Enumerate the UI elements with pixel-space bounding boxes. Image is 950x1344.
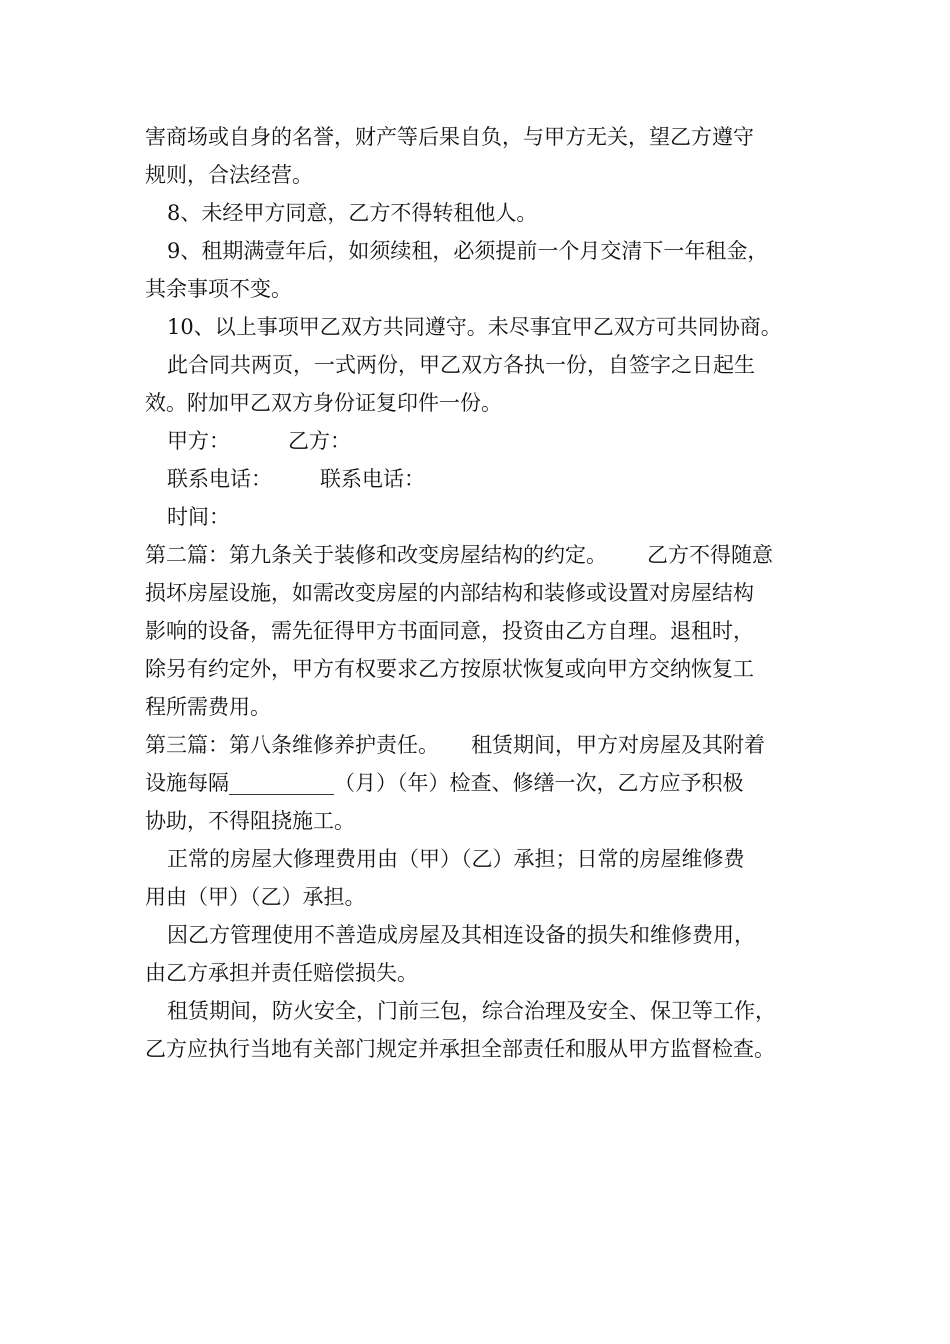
phone-b-label: 联系电话： <box>320 467 425 491</box>
paragraph-line: 影响的设备，需先征得甲方书面同意，投资由乙方自理。退租时， <box>145 619 754 643</box>
paragraph-line: 程所需费用。 <box>145 695 271 719</box>
paragraph-line: 用由（甲）（乙）承担。 <box>145 885 366 909</box>
section-2-text: 乙方不得随意 <box>647 543 773 567</box>
section-2-title: 第二篇：第九条关于装修和改变房屋结构的约定。 <box>145 543 607 567</box>
section-3-first-line <box>145 726 815 764</box>
contact-phones <box>145 460 815 498</box>
paragraph-line: 因乙方管理使用不善造成房屋及其相连设备的损失和维修费用， <box>167 923 755 947</box>
phone-a-label: 联系电话： <box>167 467 272 491</box>
paragraph-line: 其余事项不变。 <box>145 277 292 301</box>
paragraph-line: 乙方应执行当地有关部门规定并承担全部责任和服从甲方监督检查。 <box>145 1037 775 1061</box>
paragraph-line: 损坏房屋设施，如需改变房屋的内部结构和装修或设置对房屋结构 <box>145 581 754 605</box>
section-3-text: 租赁期间，甲方对房屋及其附着 <box>471 733 765 757</box>
clause-8: 8、未经甲方同意，乙方不得转租他人。 <box>167 201 538 225</box>
paragraph-line: 设施每隔__________（月）（年）检查、修缮一次，乙方应予积极 <box>145 771 744 795</box>
signature-parties <box>145 422 815 460</box>
section-2-first-line <box>145 536 815 574</box>
clause-10: 10、以上事项甲乙双方共同遵守。未尽事宜甲乙双方可共同协商。 <box>167 315 782 339</box>
time-label: 时间： <box>167 505 230 529</box>
paragraph-line: 害商场或自身的名誉，财产等后果自负，与甲方无关，望乙方遵守 <box>145 125 754 149</box>
paragraph-line: 租赁期间，防火安全，门前三包，综合治理及安全、保卫等工作， <box>167 999 776 1023</box>
paragraph-line: 由乙方承担并责任赔偿损失。 <box>145 961 418 985</box>
contract-note: 此合同共两页，一式两份，甲乙双方各执一份，自签字之日起生 <box>167 353 755 377</box>
paragraph-line: 除另有约定外，甲方有权要求乙方按原状恢复或向甲方交纳恢复工 <box>145 657 754 681</box>
clause-9: 9、租期满壹年后，如须续租，必须提前一个月交清下一年租金， <box>167 239 769 263</box>
document-body <box>145 118 815 1068</box>
paragraph-line: 效。附加甲乙双方身份证复印件一份。 <box>145 391 502 415</box>
paragraph-line: 正常的房屋大修理费用由（甲）（乙）承担；日常的房屋维修费 <box>167 847 745 871</box>
party-b-label: 乙方： <box>288 429 351 453</box>
party-a-label: 甲方： <box>167 429 230 453</box>
section-3-title: 第三篇：第八条维修养护责任。 <box>145 733 439 757</box>
paragraph-line: 协助，不得阻挠施工。 <box>145 809 355 833</box>
paragraph-line: 规则，合法经营。 <box>145 163 313 187</box>
